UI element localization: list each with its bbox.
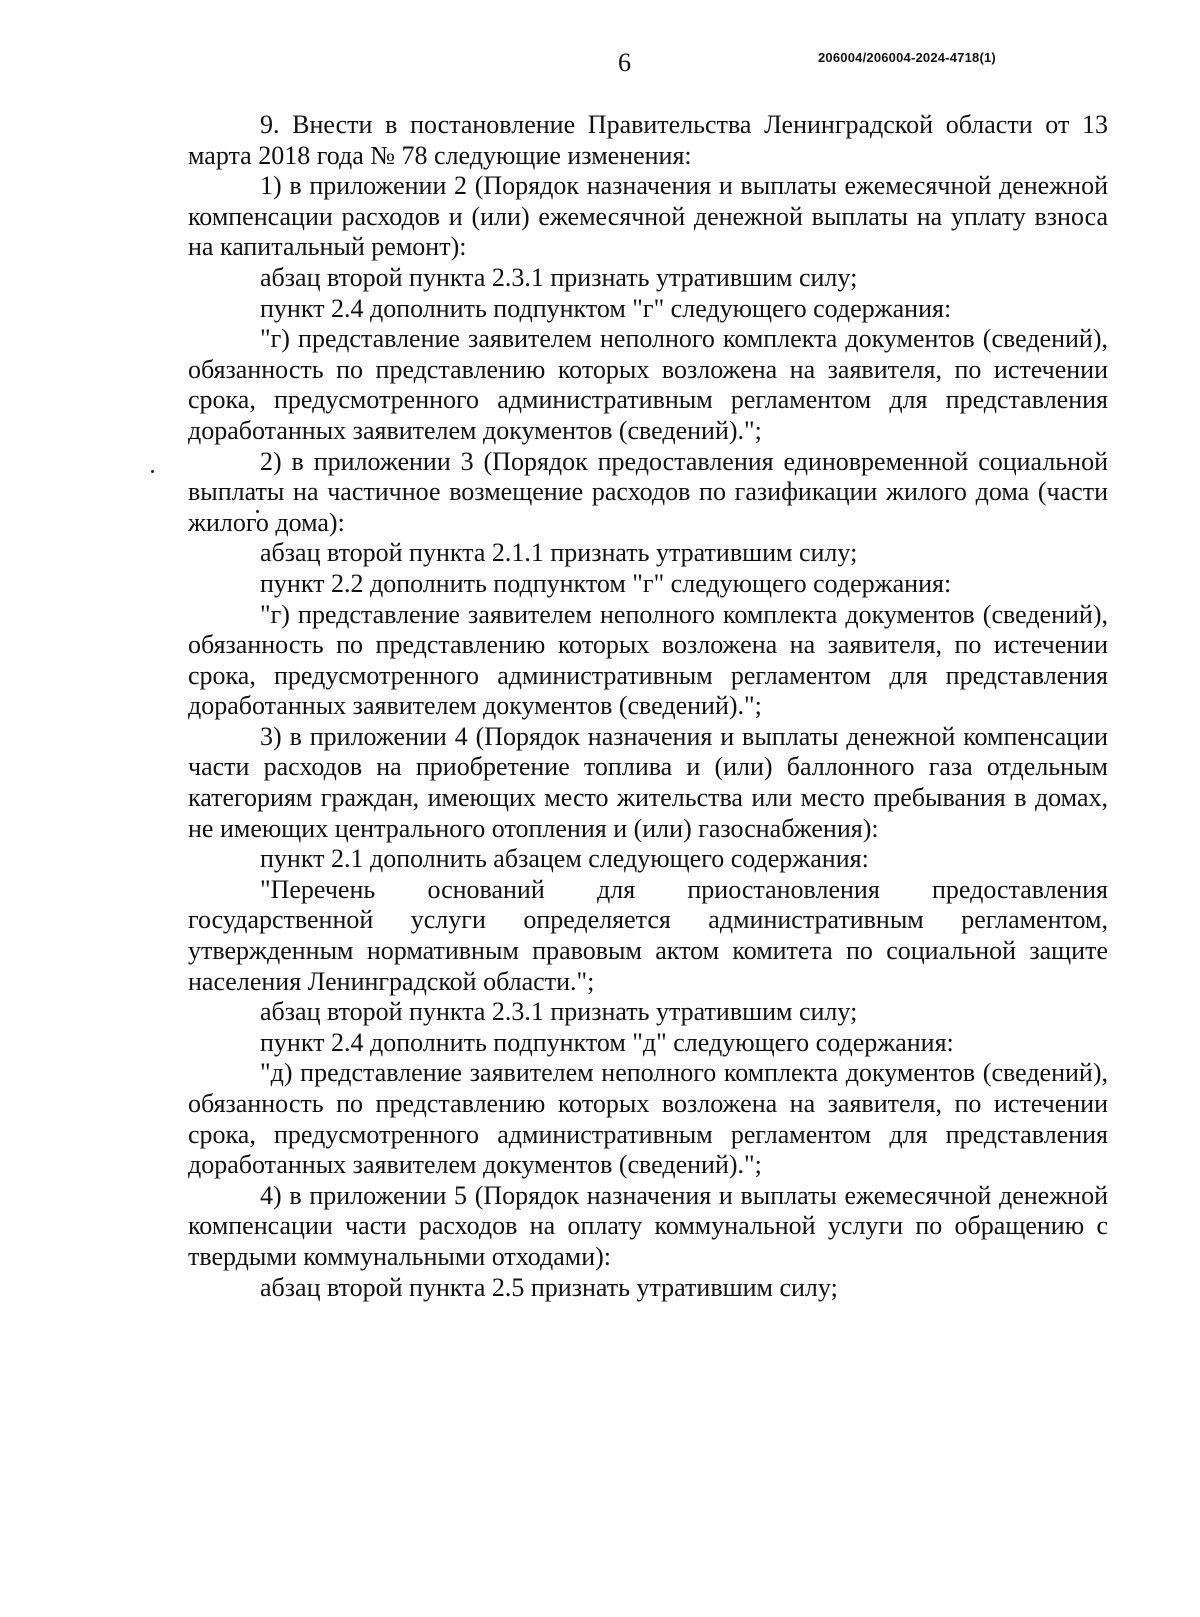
paragraph: "д) представление заявителем неполного комплекта документов (сведений), обязанность по представлению которых возложена на заявителя, по истечении срока, предусмотренного административным регламентом для представления доработанных заявителем документов (сведений)."; [188,1058,1108,1180]
paragraph: пункт 2.2 дополнить подпунктом "г" следующего содержания: [260,568,952,598]
paragraph: пункт 2.4 дополнить подпунктом "д" следующего содержания: [260,1027,954,1057]
document-id: 206004/206004-2024-4718(1) [818,50,996,65]
paragraph: абзац второй пункта 2.1.1 признать утратившим силу; [260,538,858,568]
paragraph: "г) представление заявителем неполного комплекта документов (сведений), обязанность по представлению которых возложена на заявителя, по истечении срока, предусмотренного административным регламентом для представления доработанных заявителем документов (сведений)."; [188,599,1108,721]
paragraph: 2) в приложении 3 (Порядок предоставления единовременной социальной выплаты на частичное возмещение расходов по газификации жилого дома (части жилого дома): [188,446,1108,537]
paragraph: 1) в приложении 2 (Порядок назначения и выплаты ежемесячной денежной компенсации расходов и (или) ежемесячной денежной выплаты на уплату взноса на капитальный ремонт): [188,171,1108,262]
paragraph: пункт 2.1 дополнить абзацем следующего содержания: [260,844,869,874]
paragraph: 9. Внести в постановление Правительства Ленинградской области от 13 марта 2018 года № 78 следующие изменения: [188,110,1108,170]
paragraph: 3) в приложении 4 (Порядок назначения и выплаты денежной компенсации части расходов на приобретение топлива и (или) баллонного газа отдельным категориям граждан, имеющих место жительства или место пребывания в домах, не имеющих центрального отопления и (или) газоснабжения): [188,721,1108,843]
document-body [188,110,1108,1303]
scan-speck [151,470,154,473]
paragraph: абзац второй пункта 2.3.1 признать утратившим силу; [260,262,858,292]
paragraph: "Перечень оснований для приостановления предоставления государственной услуги определяется административным регламентом, утвержденным нормативным правовым актом комитета по социальной защите населения Ленинградской области."; [188,874,1108,996]
page-number: 6 [618,48,631,77]
paragraph: абзац второй пункта 2.3.1 признать утратившим силу; [260,997,858,1027]
paragraph: пункт 2.4 дополнить подпунктом "г" следующего содержания: [260,293,952,323]
paragraph: 4) в приложении 5 (Порядок назначения и выплаты ежемесячной денежной компенсации части расходов на оплату коммунальной услуги по обращению с твердыми коммунальными отходами): [188,1180,1108,1271]
paragraph: абзац второй пункта 2.5 признать утратившим силу; [260,1272,838,1302]
paragraph: "г) представление заявителем неполного комплекта документов (сведений), обязанность по представлению которых возложена на заявителя, по истечении срока, предусмотренного административным регламентом для представления доработанных заявителем документов (сведений)."; [188,324,1108,445]
